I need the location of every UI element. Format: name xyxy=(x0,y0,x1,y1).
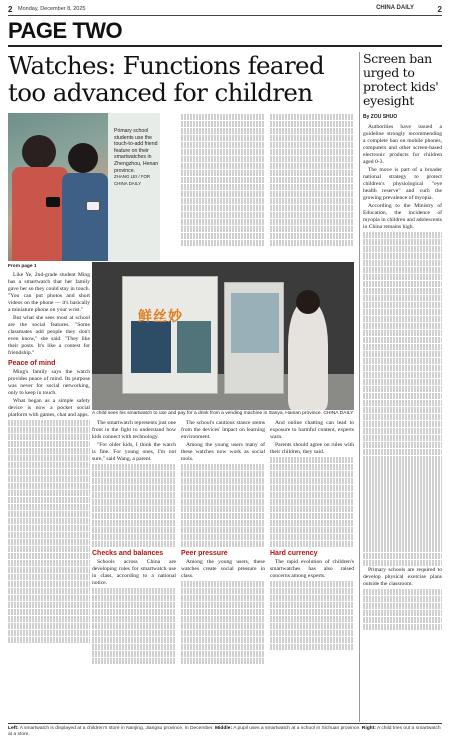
text-line-placeholder xyxy=(363,232,442,238)
text-line-placeholder xyxy=(92,630,176,636)
text-line-placeholder xyxy=(270,637,354,643)
sidebar-body xyxy=(363,124,442,630)
text-line-placeholder xyxy=(270,149,354,155)
text-line-placeholder xyxy=(363,428,442,434)
text-line-placeholder xyxy=(181,163,265,169)
text-line-placeholder xyxy=(8,637,90,643)
text-line-placeholder xyxy=(270,464,354,470)
body-paragraph: According to the Ministry of Education, the incidence of myopia in children and adolescents in China remains high. xyxy=(363,203,442,230)
text-line-placeholder xyxy=(270,616,354,622)
section-subhead: Peer pressure xyxy=(181,550,228,558)
text-line-placeholder xyxy=(8,525,90,531)
text-line-placeholder xyxy=(363,518,442,524)
sidebar-headline: Screen ban urged to protect kids' eyesight xyxy=(363,51,439,108)
text-line-placeholder xyxy=(363,511,442,517)
text-line-placeholder xyxy=(181,637,265,643)
text-line-placeholder xyxy=(270,520,354,526)
text-line-placeholder xyxy=(363,400,442,406)
text-line-placeholder xyxy=(363,351,442,357)
text-line-placeholder xyxy=(181,198,265,204)
section-subhead: Checks and balances xyxy=(92,550,164,558)
text-line-placeholder xyxy=(92,602,176,608)
text-line-placeholder xyxy=(8,553,90,559)
sidebar-byline: By ZOU SHUO xyxy=(363,114,398,120)
text-line-placeholder xyxy=(363,239,442,245)
text-line-placeholder xyxy=(363,603,442,609)
text-line-placeholder xyxy=(270,205,354,211)
text-line-placeholder xyxy=(270,499,354,505)
text-line-placeholder xyxy=(363,539,442,545)
text-line-placeholder xyxy=(181,142,265,148)
text-line-placeholder xyxy=(270,170,354,176)
text-line-placeholder xyxy=(181,651,265,657)
vending-brand-text: 鲜丝妙 xyxy=(138,308,183,324)
text-line-placeholder xyxy=(181,170,265,176)
text-line-placeholder xyxy=(363,504,442,510)
text-line-placeholder xyxy=(181,520,265,526)
text-line-placeholder xyxy=(181,191,265,197)
text-line-placeholder xyxy=(363,476,442,482)
text-line-placeholder xyxy=(181,233,265,239)
section-title: PAGE TWO xyxy=(8,18,123,43)
child-head xyxy=(296,290,320,314)
text-line-placeholder xyxy=(181,609,265,615)
child-body xyxy=(12,167,68,261)
text-line-placeholder xyxy=(363,560,442,566)
text-line-placeholder xyxy=(8,602,90,608)
text-line-placeholder xyxy=(181,581,265,587)
continuation-label: From page 1 xyxy=(8,264,37,269)
text-line-placeholder xyxy=(92,644,176,650)
text-line-placeholder xyxy=(181,492,265,498)
body-paragraph: Parents should agree on rules with their children, they said. xyxy=(270,442,354,455)
text-line-placeholder xyxy=(363,372,442,378)
text-line-placeholder xyxy=(363,407,442,413)
caption-text: Primary school students use the touch-to-add friend feature on their smartwatches in Zhengzhou, Henan province. xyxy=(114,128,159,174)
text-line-placeholder xyxy=(92,471,176,477)
text-line-placeholder xyxy=(92,637,176,643)
text-line-placeholder xyxy=(363,393,442,399)
text-line-placeholder xyxy=(363,274,442,280)
smartwatch-device xyxy=(46,197,60,207)
body-paragraph: What began as a simple safety device is now a pocket social platform with games, chat and apps. xyxy=(8,398,90,418)
body-paragraph: The school's cautious stance stems from the devices' impact on learning environment. xyxy=(181,420,265,440)
text-line-placeholder xyxy=(181,478,265,484)
text-line-placeholder xyxy=(181,226,265,232)
text-line-placeholder xyxy=(181,177,265,183)
text-line-placeholder xyxy=(181,205,265,211)
text-line-placeholder xyxy=(270,527,354,533)
text-line-placeholder xyxy=(363,469,442,475)
text-line-placeholder xyxy=(270,212,354,218)
body-paragraph: Like Ye, 2nd-grade student Ming has a smartwatch that her family gave her so they could stay in touch. "You can put photos and short videos on the phone — it's basically a miniature phone on your wrist." xyxy=(8,272,90,313)
vending-window xyxy=(231,293,279,353)
text-line-placeholder xyxy=(270,135,354,141)
text-line-placeholder xyxy=(270,595,354,601)
text-line-placeholder xyxy=(181,527,265,533)
text-line-placeholder xyxy=(270,485,354,491)
text-line-placeholder xyxy=(270,163,354,169)
text-line-placeholder xyxy=(363,414,442,420)
vending-machine xyxy=(224,282,284,394)
text-line-placeholder xyxy=(181,588,265,594)
photo-caption xyxy=(114,128,160,187)
text-line-placeholder xyxy=(363,456,442,462)
text-line-placeholder xyxy=(270,177,354,183)
text-line-placeholder xyxy=(363,344,442,350)
text-line-placeholder xyxy=(92,616,176,622)
text-line-placeholder xyxy=(181,471,265,477)
body-paragraph: Among the young users, these watches create social pressure in class. xyxy=(181,559,265,580)
body-paragraph: Authorities have issued a guideline strongly recommending a complete ban on mobile phones, computers and other screen-based electronic products for children aged 0-3. xyxy=(363,124,442,165)
newspaper-name: CHINA DAILY xyxy=(376,5,414,11)
text-line-placeholder xyxy=(181,602,265,608)
section-subhead: Peace of mind xyxy=(8,360,56,367)
text-line-placeholder xyxy=(8,441,90,447)
page-header xyxy=(8,4,442,14)
text-line-placeholder xyxy=(270,191,354,197)
footer-captions xyxy=(8,726,442,738)
text-line-placeholder xyxy=(92,595,176,601)
section-divider xyxy=(8,45,442,47)
text-line-placeholder xyxy=(8,560,90,566)
text-line-placeholder xyxy=(8,448,90,454)
text-line-placeholder xyxy=(8,462,90,468)
footer-left-label: Left: xyxy=(8,726,19,731)
text-line-placeholder xyxy=(363,309,442,315)
text-line-placeholder xyxy=(363,589,442,595)
text-line-placeholder xyxy=(181,513,265,519)
text-line-placeholder xyxy=(8,609,90,615)
text-line-placeholder xyxy=(363,288,442,294)
text-line-placeholder xyxy=(8,455,90,461)
text-line-placeholder xyxy=(363,337,442,343)
text-line-placeholder xyxy=(8,434,90,440)
text-line-placeholder xyxy=(8,630,90,636)
vending-screen xyxy=(131,321,171,373)
text-line-placeholder xyxy=(181,595,265,601)
text-line-placeholder xyxy=(363,435,442,441)
text-line-placeholder xyxy=(181,135,265,141)
text-line-placeholder xyxy=(8,518,90,524)
text-line-placeholder xyxy=(92,609,176,615)
text-line-placeholder xyxy=(92,464,176,470)
body-paragraph: The rapid evolution of children's smartwatches has also raised concerns among experts. xyxy=(270,559,354,579)
text-line-placeholder xyxy=(181,499,265,505)
text-line-placeholder xyxy=(363,379,442,385)
sidebar-article xyxy=(363,52,442,631)
caption-text: A child sees his smartwatch to use and pay for a drink from a vending machine in Sanya, Hainan province. xyxy=(92,411,322,416)
text-line-placeholder xyxy=(8,490,90,496)
body-paragraph: Schools across China are developing rules for smartwatch use in class, according to a national notice. xyxy=(92,559,176,587)
text-line-placeholder xyxy=(181,114,265,120)
text-line-placeholder xyxy=(363,316,442,322)
section-subhead: Hard currency xyxy=(270,550,318,557)
body-paragraph: Primary schools are required to develop physical exercise plans outside the classroom. xyxy=(363,567,442,588)
footer-right-text: A child tries out a smartwatch at a store. xyxy=(8,726,441,737)
text-line-placeholder xyxy=(8,595,90,601)
article-column-3 xyxy=(181,420,265,665)
text-line-placeholder xyxy=(181,184,265,190)
text-line-placeholder xyxy=(8,420,90,426)
body-paragraph: But what she sees most at school are the social features. "Some classmates add people they don't even know," she said. "They like their posts. It's like a contest for friendship." xyxy=(8,315,90,356)
text-line-placeholder xyxy=(363,330,442,336)
article-column-4 xyxy=(270,420,354,651)
text-line-placeholder xyxy=(181,616,265,622)
text-line-placeholder xyxy=(181,630,265,636)
article-column-1 xyxy=(8,263,90,644)
text-line-placeholder xyxy=(363,624,442,630)
text-line-placeholder xyxy=(270,114,354,120)
text-line-placeholder xyxy=(8,483,90,489)
text-line-placeholder xyxy=(8,539,90,545)
body-paragraph: The move is part of a broader national strategy to protect children's physiological "eye health reserve" and curb the growing prevalence of myopia. xyxy=(363,167,442,201)
text-line-placeholder xyxy=(8,497,90,503)
child-figure xyxy=(288,302,328,410)
text-line-placeholder xyxy=(8,581,90,587)
text-line-placeholder xyxy=(181,623,265,629)
article-column-2 xyxy=(92,420,176,665)
text-line-placeholder xyxy=(270,609,354,615)
body-paragraph: And online chatting can lead to exposure to harmful content, experts warn. xyxy=(270,420,354,440)
footer-left-text: A smartwatch is displayed at a children's store in Nanjing, Jiangsu province, in December. xyxy=(19,726,214,731)
text-line-placeholder xyxy=(363,553,442,559)
text-line-placeholder xyxy=(8,469,90,475)
text-line-placeholder xyxy=(270,534,354,540)
text-line-placeholder xyxy=(270,184,354,190)
sidebar-divider xyxy=(359,52,360,722)
text-line-placeholder xyxy=(270,513,354,519)
text-line-placeholder xyxy=(92,506,176,512)
text-line-placeholder xyxy=(8,427,90,433)
text-line-placeholder xyxy=(363,281,442,287)
text-line-placeholder xyxy=(8,511,90,517)
text-line-placeholder xyxy=(270,457,354,463)
article-column-upper-3 xyxy=(181,113,265,247)
text-line-placeholder xyxy=(181,219,265,225)
vending-machine xyxy=(122,276,218,394)
child-body xyxy=(62,173,108,261)
smartwatch-device xyxy=(86,201,100,211)
text-line-placeholder xyxy=(8,616,90,622)
text-line-placeholder xyxy=(181,541,265,547)
text-line-placeholder xyxy=(8,476,90,482)
photo-caption xyxy=(92,411,354,417)
text-line-placeholder xyxy=(92,520,176,526)
footer-middle-label: Middle: xyxy=(214,726,233,731)
caption-credit: ZHANG LEI / FOR CHINA DAILY xyxy=(114,174,151,186)
text-line-placeholder xyxy=(270,506,354,512)
text-line-placeholder xyxy=(363,421,442,427)
text-line-placeholder xyxy=(270,128,354,134)
text-line-placeholder xyxy=(92,478,176,484)
text-line-placeholder xyxy=(270,219,354,225)
child-head xyxy=(22,135,56,169)
text-line-placeholder xyxy=(181,506,265,512)
text-line-placeholder xyxy=(270,588,354,594)
text-line-placeholder xyxy=(270,630,354,636)
text-line-placeholder xyxy=(363,295,442,301)
main-headline: Watches: Functions feared too advanced for children xyxy=(8,51,325,107)
text-line-placeholder xyxy=(270,478,354,484)
text-line-placeholder xyxy=(92,534,176,540)
text-line-placeholder xyxy=(92,651,176,657)
text-line-placeholder xyxy=(181,464,265,470)
text-line-placeholder xyxy=(181,658,265,664)
text-line-placeholder xyxy=(270,226,354,232)
text-line-placeholder xyxy=(363,483,442,489)
text-line-placeholder xyxy=(363,596,442,602)
body-paragraph: "For older kids, I think the watch is fine. For young ones, I'm not sure," said Wang, a parent. xyxy=(92,442,176,462)
caption-credit: CHINA DAILY xyxy=(323,411,354,416)
text-line-placeholder xyxy=(363,610,442,616)
text-line-placeholder xyxy=(8,588,90,594)
text-line-placeholder xyxy=(8,546,90,552)
text-line-placeholder xyxy=(270,623,354,629)
text-line-placeholder xyxy=(270,233,354,239)
text-line-placeholder xyxy=(270,142,354,148)
body-paragraph: The smartwatch represents just one front in the fight to understand how kids connect with technology. xyxy=(92,420,176,440)
footer-middle-text: A pupil uses a smartwatch at a school in Sichuan province. xyxy=(233,726,361,731)
text-line-placeholder xyxy=(363,246,442,252)
text-line-placeholder xyxy=(363,386,442,392)
text-line-placeholder xyxy=(270,581,354,587)
text-line-placeholder xyxy=(181,534,265,540)
text-line-placeholder xyxy=(8,504,90,510)
text-line-placeholder xyxy=(92,527,176,533)
text-line-placeholder xyxy=(363,323,442,329)
text-line-placeholder xyxy=(363,449,442,455)
text-line-placeholder xyxy=(363,302,442,308)
vending-window xyxy=(177,321,211,373)
text-line-placeholder xyxy=(181,644,265,650)
text-line-placeholder xyxy=(363,358,442,364)
child-head xyxy=(68,143,98,173)
text-line-placeholder xyxy=(270,121,354,127)
text-line-placeholder xyxy=(270,198,354,204)
text-line-placeholder xyxy=(92,588,176,594)
text-line-placeholder xyxy=(181,212,265,218)
text-line-placeholder xyxy=(8,532,90,538)
text-line-placeholder xyxy=(92,492,176,498)
text-line-placeholder xyxy=(8,567,90,573)
text-line-placeholder xyxy=(92,623,176,629)
footer-right-label: Right: xyxy=(361,726,376,731)
article-column-upper-4 xyxy=(270,113,354,247)
text-line-placeholder xyxy=(181,149,265,155)
text-line-placeholder xyxy=(8,574,90,580)
vending-machine-photo xyxy=(92,262,354,410)
footer-divider xyxy=(8,723,442,724)
text-line-placeholder xyxy=(270,492,354,498)
text-line-placeholder xyxy=(270,541,354,547)
text-line-placeholder xyxy=(181,121,265,127)
text-line-placeholder xyxy=(363,490,442,496)
body-paragraph: Among the young users many of these watches now work as social tools. xyxy=(181,442,265,462)
header-divider xyxy=(8,15,442,16)
page-number-right: 2 xyxy=(437,5,442,14)
text-line-placeholder xyxy=(92,658,176,664)
text-line-placeholder xyxy=(270,240,354,246)
text-line-placeholder xyxy=(363,617,442,623)
text-line-placeholder xyxy=(363,532,442,538)
text-line-placeholder xyxy=(181,128,265,134)
text-line-placeholder xyxy=(181,240,265,246)
page-number: 2 xyxy=(8,5,13,14)
text-line-placeholder xyxy=(8,623,90,629)
body-paragraph: Ming's family says the watch provides peace of mind. Its purpose was never for social networking, only to keep in touch. xyxy=(8,369,90,396)
text-line-placeholder xyxy=(92,513,176,519)
text-line-placeholder xyxy=(363,260,442,266)
text-line-placeholder xyxy=(270,644,354,650)
text-line-placeholder xyxy=(92,485,176,491)
text-line-placeholder xyxy=(363,497,442,503)
text-line-placeholder xyxy=(363,442,442,448)
text-line-placeholder xyxy=(92,499,176,505)
text-line-placeholder xyxy=(92,541,176,547)
text-line-placeholder xyxy=(363,525,442,531)
text-line-placeholder xyxy=(270,602,354,608)
text-line-placeholder xyxy=(181,156,265,162)
text-line-placeholder xyxy=(363,546,442,552)
text-line-placeholder xyxy=(181,485,265,491)
text-line-placeholder xyxy=(270,156,354,162)
text-line-placeholder xyxy=(363,267,442,273)
text-line-placeholder xyxy=(270,471,354,477)
issue-date: Monday, December 8, 2025 xyxy=(18,6,86,12)
text-line-placeholder xyxy=(363,365,442,371)
text-line-placeholder xyxy=(363,462,442,468)
text-line-placeholder xyxy=(363,253,442,259)
